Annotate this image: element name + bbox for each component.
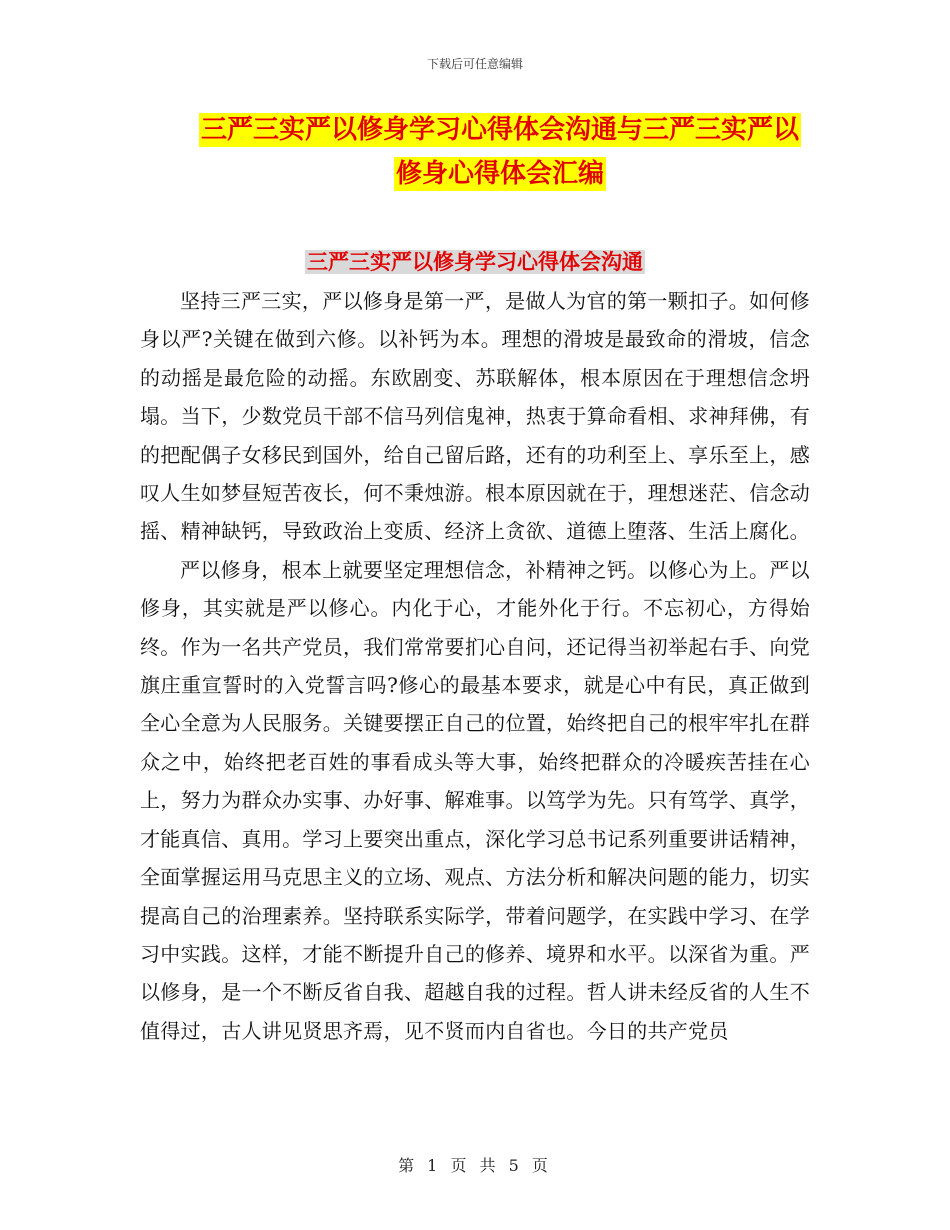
document-title-text: 三严三实严以修身学习心得体会沟通与三严三实严以修身心得体会汇编 (200, 115, 799, 189)
section-title-text: 三严三实严以修身学习心得体会沟通 (307, 250, 643, 274)
paragraph: 坚持三严三实，严以修身是第一严，是做人为官的第一颗扣子。如何修身以严?关键在做到六修。以补钙为本。理想的滑坡是最致命的滑坡，信念的动摇是最危险的动摇。东欧剧变、苏联解体，根本原因在于理想信念坍塌。当下，少数党员干部不信马列信鬼神，热衷于算命看相、求神拜佛，有的把配偶子女移民到国外，给自己留后路，还有的功利至上、享乐至上，感叹人生如梦昼短苦夜长，何不秉烛游。根本原因就在于，理想迷茫、信念动摇、精神缺钙，导致政治上变质、经济上贪欲、道德上堕落、生活上腐化。 (140, 289, 810, 544)
paragraph: 严以修身，根本上就要坚定理想信念，补精神之钙。以修心为上。严以修身，其实就是严以修心。内化于心，才能外化于行。不忘初心，方得始终。作为一名共产党员，我们常常要扪心自问，还记得当初举起右手、向党旗庄重宣誓时的入党誓言吗?修心的最基本要求，就是心中有民，真正做到全心全意为人民服务。关键要摆正自己的位置，始终把自己的根牢牢扎在群众之中，始终把老百姓的事看成头等大事，始终把群众的冷暖疾苦挂在心上，努力为群众办实事、办好事、解难事。以笃学为先。只有笃学、真学，才能真信、真用。学习上要突出重点，深化学习总书记系列重要讲话精神，全面掌握运用马克思主义的立场、观点、方法分析和解决问题的能力，切实提高自己的治理素养。坚持联系实际学，带着问题学，在实践中学习、在学习中实践。这样，才能不断提升自己的修养、境界和水平。以深省为重。严以修身，是一个不断反省自我、超越自我的过程。哲人讲未经反省的人生不值得过，古人讲见贤思齐焉，见不贤而内自省也。今日的共产党员 (140, 557, 810, 1043)
section-title (0, 246, 950, 278)
page-footer: 第 1 页 共 5 页 (398, 1156, 552, 1175)
document-body (140, 282, 810, 1050)
document-title (190, 108, 810, 196)
header-note: 下载后可任意编辑 (426, 57, 523, 71)
